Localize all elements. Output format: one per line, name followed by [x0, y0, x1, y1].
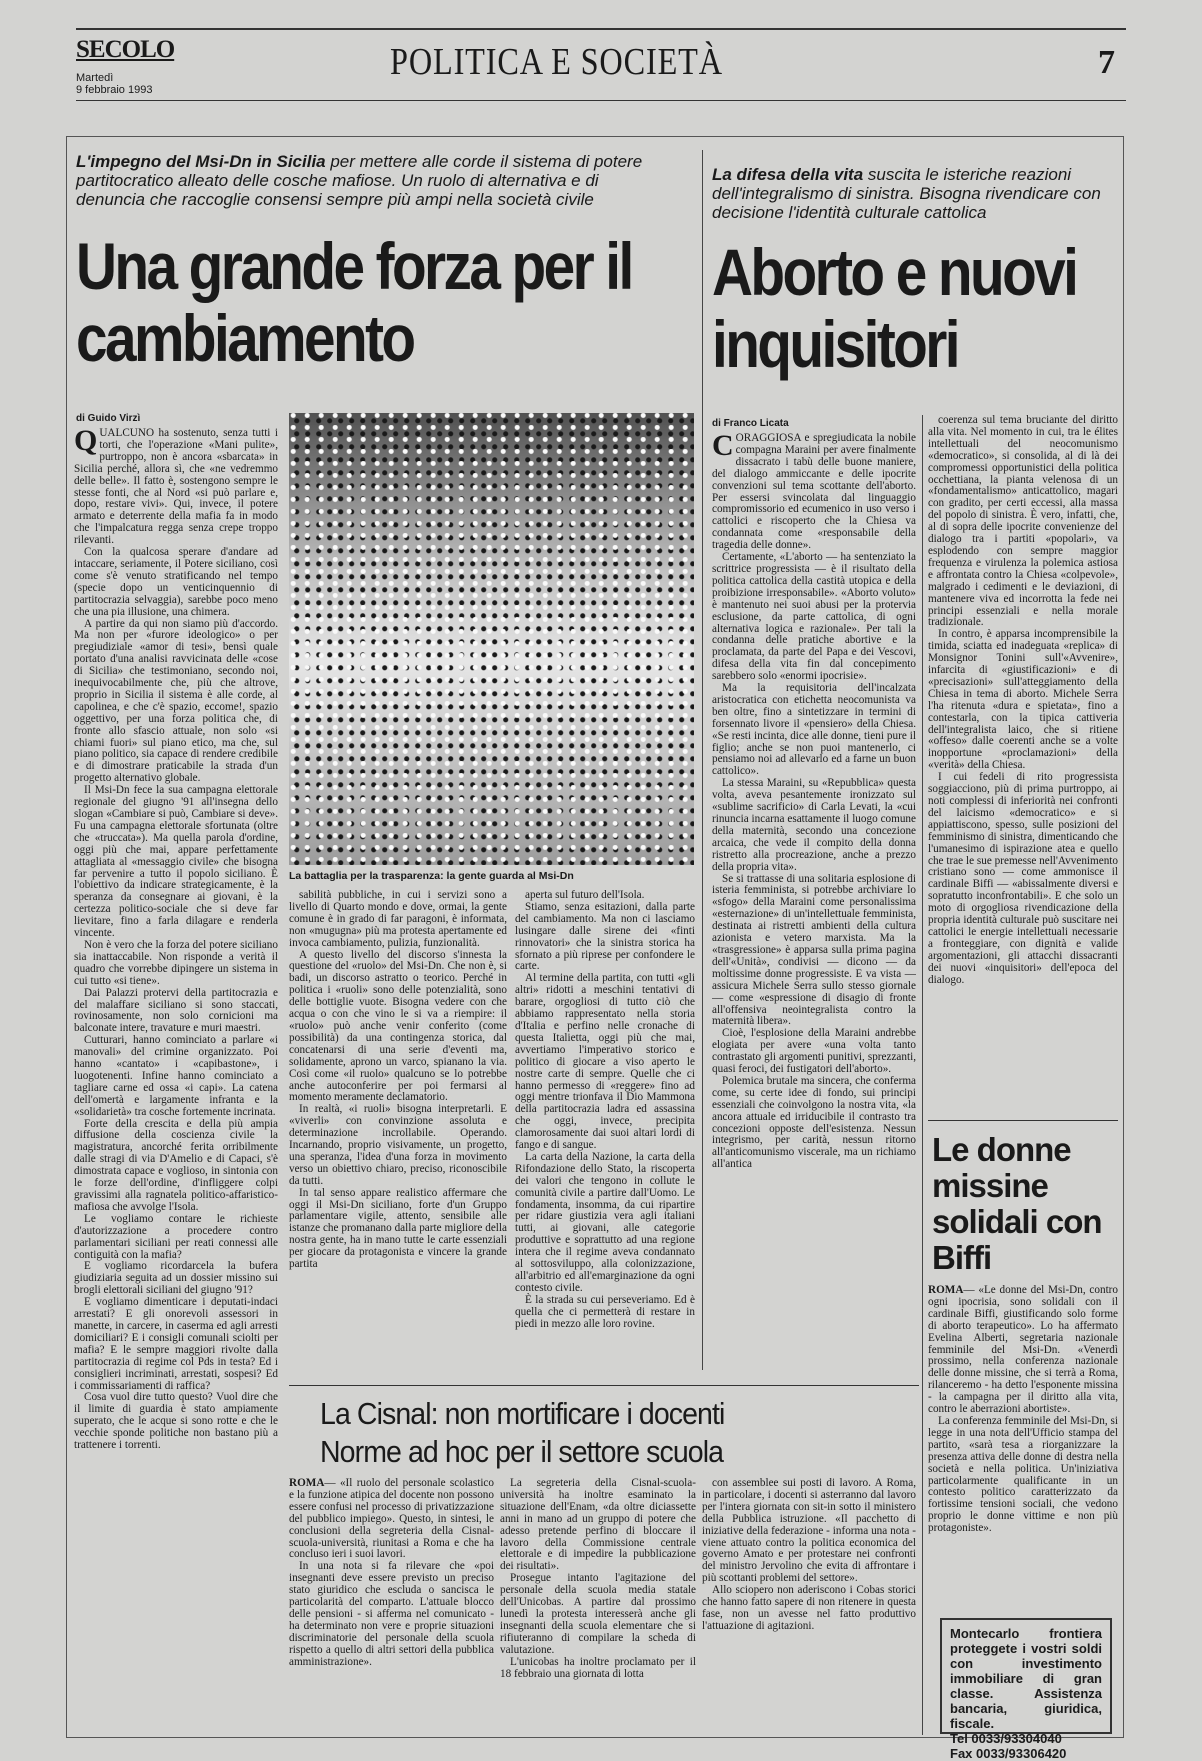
article2-column-1	[712, 433, 916, 1393]
drop-cap: C	[712, 433, 734, 462]
page-number: 7	[1098, 44, 1115, 81]
kicker-bold: L'impegno del Msi-Dn in Sicilia	[76, 152, 326, 171]
paragraph: È la strada su cui perseveriamo. Ed è quella che ci permetterà di restare in piedi in mezzo alle loro rovine.	[515, 1293, 695, 1330]
column-divider	[702, 150, 703, 1370]
article2-byline: di Franco Licata	[712, 418, 789, 429]
paragraph: In contro, è apparsa incomprensibile la timida, sciatta ed inadeguata «replica» di Monsignor Tonini sull'«Avvenire», infarcita di «giustificazioni» e di «precisazioni» sull'atteggiamento della Chiesa in tema di aborto. Michele Serra l'ha ritenuta «dura e spietata», fino a contestarla, con la tipica cattiveria dell'integralista laico, che si ritiene «offeso» dalle coerenti anche se a volte inopportune «proclamazioni» della «verità» della Chiesa.	[928, 628, 1118, 772]
paragraph: Forte della crescita e della più ampia diffusione della coscienza civile la magistratura, ancorché ferita orribilmente dalle stragi di via D'Amelio e di Capaci, s'è dimostrata capace e voglioso, in sintonia con le forze dell'ordine, d'infliggere colpi gravissimi alla ragnatela politico-affaristico-mafiosa che avvolge l'Isola.	[74, 1117, 278, 1213]
paragraph: Cioè, l'esplosione della Maraini andrebbe elogiata per avere «una volta tanto contrastato gli argomenti punitivi, sprezzanti, quasi feroci, dei fustigatori dell'aborto».	[712, 1027, 916, 1076]
paragraph: UALCUNO ha sostenuto, senza tutti i torti, che l'operazione «Mani pulite», purtroppo, non è ancora «sbarcata» in Sicilia perché, allora sì, che «ne vedremmo delle belle». Il fatto è, sostengono sempre le stesse fonti, che al Nord «si può parlare e, dopo, restare vivi». Qui, invece, il potere armato e deterrente della mafia fa in modo che l'impalcatura regga senza crepe troppo rilevanti.	[74, 428, 278, 547]
kicker-rest: per mettere alle corde il sistema di potere partitocratico alleato delle cosche mafiose. Un ruolo di alternativa e di denuncia che raccoglie consensi sempre più ampi nella società civile	[76, 152, 643, 209]
article1-byline: di Guido Virzì	[76, 413, 141, 424]
paragraph: E vogliamo dimenticare i deputati-indaci arrestati? E gli onorevoli assessori in manette, in carcere, in caserma ed agli arresti domiciliari? E i consigli comunali sciolti per mafia? E le sempre maggiori rivolte dalla partitocrazia di regime col Pds in testa? Ed i consiglieri incriminati, arrestati, sospesi? Ed i commissariamenti di raffica?	[74, 1296, 278, 1392]
box-rule	[928, 1120, 1118, 1121]
paragraph: Polemica brutale ma sincera, che conferma come, su certe idee di fondo, sui principi essenziali che coinvolgono la nostra vita, «la ancora attuale ed irriducibile il contrasto tra concezioni opposte dell'esistenza. Nessun integrismo, per carità, nessun ritorno all'anticomunismo viscerale, ma un richiamo all'antica	[712, 1074, 916, 1171]
paragraph: Il Msi-Dn fece la sua campagna elettorale regionale del giugno '91 all'insegna dello slogan «Cambiare si può, Cambiare si deve». Fu una campagna elettorale sfortunata (oltre che «truccata»). Ma quella parola d'ordine, oggi più che mai, appare perfettamente attagliata al «messaggio civile» che bisogna far pervenire a tutto il popolo siciliano. È l'obiettivo da indicare strategicamente, è la speranza da consegnare ai giovani, è la certezza politico-sociale che si deve far lievitare, fino a farla dilagare e renderla vincente.	[74, 784, 278, 940]
photo-caption: La battaglia per la trasparenza: la gente guarda al Msi-Dn	[289, 870, 574, 882]
paragraph: aperta sul futuro dell'Isola.	[525, 890, 645, 901]
paragraph: Non è vero che la forza del potere siciliano sia inattaccabile. Non risponde a verità il quadro che vorrebbe dipingere un sistema in cui tutto «si tiene».	[74, 938, 278, 987]
article4-column-3	[702, 1478, 916, 1736]
article1-kicker	[76, 152, 666, 209]
paragraph: sabilità pubbliche, in cui i servizi sono a livello di Quarto mondo e dove, ormai, la gente comune è in grado di far paragoni, è informata, non «mugugna» più ma protesta apertamente ed invoca cambiamento, pulizia, funzionalità.	[289, 890, 507, 949]
paragraph: A questo livello del discorso s'innesta la questione del «ruolo» del Msi-Dn. Che non è, si badi, un discorso astratto o teorico. Perché in politica i «ruoli» sono delle potenzialità, sono delle bottiglie vuote. Bisogna vedere con che acqua o con che vino le si va a riempire: il «ruolo» può anche venir conferito (come possibilità) da una contingenza storica, dal concatenarsi di una serie d'eventi ma, solidamente, aprono un varco, spianano la via. Così come «il ruolo» qualcuno se lo potrebbe anche autoconferire per poi fermarsi al momento meramente declamatorio.	[289, 948, 507, 1104]
paragraph: Certamente, «L'aborto — ha sentenziato la scrittrice progressista — è il risultato della politica cattolica della castità utopica e della proibizione irresponsabile». «Aborto voluto» è mantenuto nei suoi abusi per la protervia esclusione, da parte cattolica, di ogni alternativa logica e razionale». Per tali la condanna delle pratiche abortive e la proclamata, da parte del Papa e dei Vescovi, difesa della vita fin dal concepimento sarebbero solo «enormi ipocrisie».	[712, 551, 916, 683]
paragraph: Al termine della partita, con tutti «gli altri» ridotti a meschini tentativi di barare, orgogliosi di tutto ciò che abbiamo rappresentato nella storia d'Italia e perfino nelle cronache di questa Italietta, oggi più che mai, avvertiamo l'imperativo storico e politico di giocare a viso aperto le nostre carte di sempre. Quelle che ci hanno permesso di «reggere» fino ad oggi mentre trionfava il Dio Mammona della partitocrazia ladra ed assassina che oggi, invece, precipita clamorosamente dai suoi altari lordi di fango e di sangue.	[515, 972, 695, 1152]
paragraph: A partire da qui non siamo più d'accordo. Ma non per «furore ideologico» o per pregiudiziale «amor di tesi», bensì quale portato d'una analisi ravvicinata delle «cose di Sicilia» che testimoniano, secondo noi, inequivocabilmente che, più che altrove, proprio in Sicilia il sistema è alle corde, al capolinea, e che c'è spazio, eccome!, spazio oggettivo, per una forza politica che, di fronte allo sfascio attuale, non solo «si chiami fuori» sul piano etico, ma che, sul piano politico, sia capace di rendere credibile e di dimostrare praticabile la strada d'un progetto alternativo globale.	[74, 617, 278, 785]
article1-column-2	[289, 890, 507, 1370]
newspaper-masthead: SECOLO	[76, 36, 175, 63]
paragraph: coerenza sul tema bruciante del diritto alla vita. Nel momento in cui, tra le élites intellettuali del neocomunismo «democratico», si consolida, al di là dei compromessi opportunistici della politica occhettiana, la pianta velenosa di un «fondamentalismo» anticattolico, magari con gradito, per certi eccessi, alla massa del popolo di sinistra. È vero, infatti, che, al di sopra delle ipocrite convenienze del dialogo tra i partiti «popolari», va esplodendo con sempre maggior frequenza e virulenza la polemica astiosa e affrontata contro la Chiesa «colpevole», malgrado i cedimenti e le deviazioni, di mantenere viva ed incorrotta la fede nei principi essenziali e nella morale tradizionale.	[928, 415, 1118, 629]
article4-column-1	[289, 1478, 494, 1736]
paragraph: La segreteria della Cisnal-scuola-università ha inoltre esaminato la situazione dell'Enam, «da oltre diciassette anni in mano ad un gruppo di potere che adesso pretende perfino di bloccare il lavoro della Commissione centrale elettorale e di impedire la pubblicazione dei risultati».	[500, 1478, 696, 1573]
article4-headline-1: La Cisnal: non mortificare i docenti	[320, 1396, 725, 1431]
article3-headline: Le donne missine solidali con Biffi	[932, 1131, 1102, 1276]
issue-date-text: 9 febbraio 1993	[76, 84, 153, 96]
paragraph: In una nota si fa rilevare che «poi insegnanti deve essere previsto un preciso stato giuridico che escluda o sancisca le particolarità del comparto. L'attuale blocco delle pensioni - si afferma nel comunicato - ha determinato non vere e proprie situazioni discriminatorie del personale della scuola rispetto a quello di altri settori della pubblica amministrazione».	[289, 1560, 494, 1668]
paragraph: Con la qualcosa sperare d'andare ad intaccare, seriamente, il Potere siciliano, così come s'è venuto stratificando nel tempo (specie dopo un venticinquennio di partitocrazia selvaggia), sarebbe poco meno che una pia illusione, una chimera.	[74, 546, 278, 618]
paragraph: In realtà, «i ruoli» bisogna interpretarli. E «viverli» con convinzione assoluta e determinazione incrollabile. Operando. Incarnando, proprio visivamente, un progetto, una speranza, l'idea d'una forza in movimento verso un obiettivo chiaro, preciso, riconoscibile da tutti.	[289, 1103, 507, 1187]
ad-phone: Tel 0033/93304040	[950, 1731, 1062, 1746]
article4-column-2	[500, 1478, 696, 1736]
paragraph: Cutturari, hanno cominciato a parlare «i manovali» del crimine organizzato. Poi hanno «cantato» i «capibastone», i luogotenenti. Infine hanno cominciato a tagliare carne ed ossa «i capi». La catena dell'omertà e largamente infranta e la «solidarietà» tra cosche fortemente incrinata.	[74, 1034, 278, 1118]
dateline: ROMA	[928, 1285, 964, 1296]
paragraph: La carta della Nazione, la carta della Rifondazione dello Stato, la riscoperta dei valori che tengono in collute le comunità civile a partire dall'Uomo. Le fondamenta, insomma, da cui ripartire per ridare giustizia vera agli italiani tutti, ai giovani, alle categorie produttive e soprattutto ad una regione intera che il regime aveva condannato al sottosviluppo, alla colonizzazione, all'arbitrio ed all'emarginazione da ogni contesto civile.	[515, 1150, 695, 1294]
paragraph: Prosegue intanto l'agitazione del personale della scuola media statale dell'Unicobas. A partire dal prossimo lunedì la protesta interesserà anche gli insegnanti della scuola elementare che si rifiuteranno di compilare la scheda di valutazione.	[500, 1572, 696, 1656]
paragraph: ORAGGIOSA e spregiudicata la nobile compagna Maraini per avere finalmente dissacrato i tabù delle buone maniere, del dialogo ammiccante e delle ipocrite convenzioni sul tema scottante dell'aborto. Per essersi svincolata dal linguaggio compromissorio ed ecumenico in uso verso i cattolici e riscoperto che la Chiesa va condannata come «responsabile della tragedia delle donne».	[712, 433, 916, 552]
dateline: ROMA	[289, 1478, 325, 1489]
article3-body	[928, 1285, 1118, 1605]
top-rule	[76, 28, 1126, 30]
article4-headline-2: Norme ad hoc per il settore scuola	[320, 1434, 724, 1469]
column-divider	[922, 415, 923, 1735]
article1-column-1	[74, 428, 278, 1738]
montecarlo-advertisement	[940, 1618, 1112, 1761]
paragraph: I cui fedeli di rito progressista soggiacciono, più di prima purtroppo, ai noti complessi di inferiorità nei confronti del laicismo «democratico» e si appiattiscono, spesso, sulle posizioni del femminismo di sinistra, dimenticando che l'umanesimo di ispirazione atea e quello che trae le sue premesse nell'Avvenimento cristiano sono — come ammonisce il cardinale Biffi — «abissalmente diversi e sopratutto inconfrontabili». E che solo un moto di orgogliosa rivendicazione della propria identità culturale può suscitare nei cattolici le energie intellettuali necessarie a fronteggiare, con dignità e valide argomentazioni, gli attacchi dissacranti dei nuovi «inquisitori» dell'epoca del dialogo.	[928, 771, 1118, 986]
ad-text: Montecarlo frontiera proteggete i vostri soldi con investimento immobiliare di gran classe. Assistenza bancaria, giuridica, fiscale.	[950, 1626, 1102, 1731]
paragraph: Le vogliamo contare le richieste d'autorizzazione a procedere contro parlamentari siciliani per reati connessi alle contiguità con la mafia?	[74, 1212, 278, 1261]
kicker-rest: suscita le isteriche reazioni dell'integralismo di sinistra. Bisogna rivendicare con decisione l'identità culturale cattolica	[712, 165, 1101, 222]
paragraph: Stiamo, senza esitazioni, dalla parte del cambiamento. Ma non ci lasciamo lusingare dalle sirene dei «finti rinnovatori» che la sinistra storica ha sfornato a più riprese per confondere le carte.	[515, 900, 695, 973]
paragraph: — «Le donne del Msi-Dn, contro ogni ipocrisia, sono solidali con il cardinale Biffi, giustificando solo forme di aborto terapeutico». Lo ha affermato Evelina Alberti, segretaria nazionale femminile del Msi-Dn. «Venerdì prossimo, nella conferenza nazionale delle donne missine, che si terrà a Roma, rilanceremo - ha detto l'esponente missina - la campagna per il diritto alla vita, contro le aberrazioni abortiste».	[928, 1285, 1118, 1416]
section-title: POLITICA E SOCIETÀ	[390, 41, 723, 83]
paragraph: Dai Palazzi protervi della partitocrazia e del malaffare siciliano si sono staccati, rovinosamente, non solo cornicioni ma balconate intere, travature e muri maestri.	[74, 986, 278, 1035]
issue-date	[76, 72, 152, 96]
paragraph: La stessa Maraini, su «Repubblica» questa volta, aveva pesantemente ironizzato sul «sublime sacrificio» di Carla Levati, la «cui rinuncia incarna esattamente il luogo comune della maternità, secondo una concezione arcaica, che vede il compito della donna ristretto alla procreazione, anche a prezzo della propria vita».	[712, 777, 916, 873]
paragraph: con assemblee sui posti di lavoro. A Roma, in particolare, i docenti si asterranno dal lavoro per l'intera giornata con sit-in sotto il ministero della Pubblica istruzione. «Il pacchetto di iniziative della federazione - informa una nota - viene attuato contro la politica economica del governo Amato e per protestare nei confronti del ministro Jervolino che evita di affrontare i più scottanti problemi del settore».	[702, 1478, 916, 1585]
article1-column-3	[515, 890, 695, 1370]
ad-fax: Fax 0033/93306420	[950, 1746, 1067, 1761]
article2-kicker	[712, 165, 1102, 222]
article4-rule	[289, 1385, 919, 1386]
article2-column-2	[928, 415, 1118, 1115]
crowd-photo	[289, 413, 694, 865]
drop-cap: Q	[74, 428, 98, 457]
paragraph: Ma la requisitoria dell'incalzata aristocratica con etichetta neocomunista va ben oltre, fino a sintetizzare in termini di forsennato livore il «pensiero» della Chiesa. «Se resti incinta, dice alle donne, tieni pure il figlio; anche se non puoi mantenerlo, ci pensiamo noi ad allevarlo ed a farne un buon cattolico».	[712, 682, 916, 778]
paragraph: — «Il ruolo del personale scolastico e la funzione atipica del docente non possono essere confusi nel processo di privatizzazione del pubblico impiego». Questo, in sintesi, le conclusioni della segreteria della Cisnal-scuola-università, riunitasi a Roma e che ha concluso ieri i suoi lavori.	[289, 1478, 494, 1561]
paragraph: Allo sciopero non aderiscono i Cobas storici che hanno fatto sapere di non ritenere in questa fase, non un avesse nel fatto produttivo l'attuazione di agitazioni.	[702, 1584, 916, 1632]
paragraph: La conferenza femminile del Msi-Dn, si legge in una nota dell'Ufficio stampa del partito, «sarà tesa a riorganizzare la presenza attiva delle donne di destra nella società e nella politica. Un'iniziativa particolarmente qualificante in un contesto politico caratterizzato da fortissime tensioni sociali, che vedono proprio le donne vittime e non più protagoniste».	[928, 1414, 1118, 1535]
paragraph: Se si trattasse di una solitaria esplosione di isteria femminista, si potrebbe archiviare lo «sfogo» della Maraini come personalissima «esternazione» di un'intellettuale femminista, destinata ai ristretti ambienti della cultura azionista e vetero marxista. Ma la «trasgressione» è apparsa sulla prima pagina dell'«Unità», condivisi — dicono — da moltissime donne progressiste. E va vista — assicura Michele Serra sullo stesso giornale — come «espressione di disagio di fronte all'offensiva neointegralista contro la maternità libera».	[712, 872, 916, 1028]
paragraph: E vogliamo ricordarcela la bufera giudiziaria seguita ad un dossier missino sui brogli elettorali siciliani del giugno '91?	[74, 1260, 278, 1297]
issue-day: Martedì	[76, 72, 114, 84]
article1-headline: Una grande forza per il cambiamento	[76, 229, 632, 375]
paragraph: Cosa vuol dire tutto questo? Vuol dire che il limite di guardia è stato ampiamente superato, che le acque si sono rotte e che le vecchie sponde politiche non bastano più a trattenere i torrenti.	[74, 1391, 278, 1452]
paragraph: L'unicobas ha inoltre proclamato per il 18 febbraio una giornata di lotta	[500, 1655, 696, 1680]
paragraph: In tal senso appare realistico affermare che oggi il Msi-Dn siciliano, forte d'un Gruppo parlamentare vigile, attento, sensibile alle istanze che promanano dalla parte migliore della nostra gente, ha in mano tutte le carte essenziali per giocare da protagonista e vincere la grande partita	[289, 1186, 507, 1271]
article2-headline: Aborto e nuovi inquisitori	[712, 235, 1077, 381]
kicker-bold: La difesa della vita	[712, 165, 864, 184]
header-rule	[76, 100, 1126, 101]
